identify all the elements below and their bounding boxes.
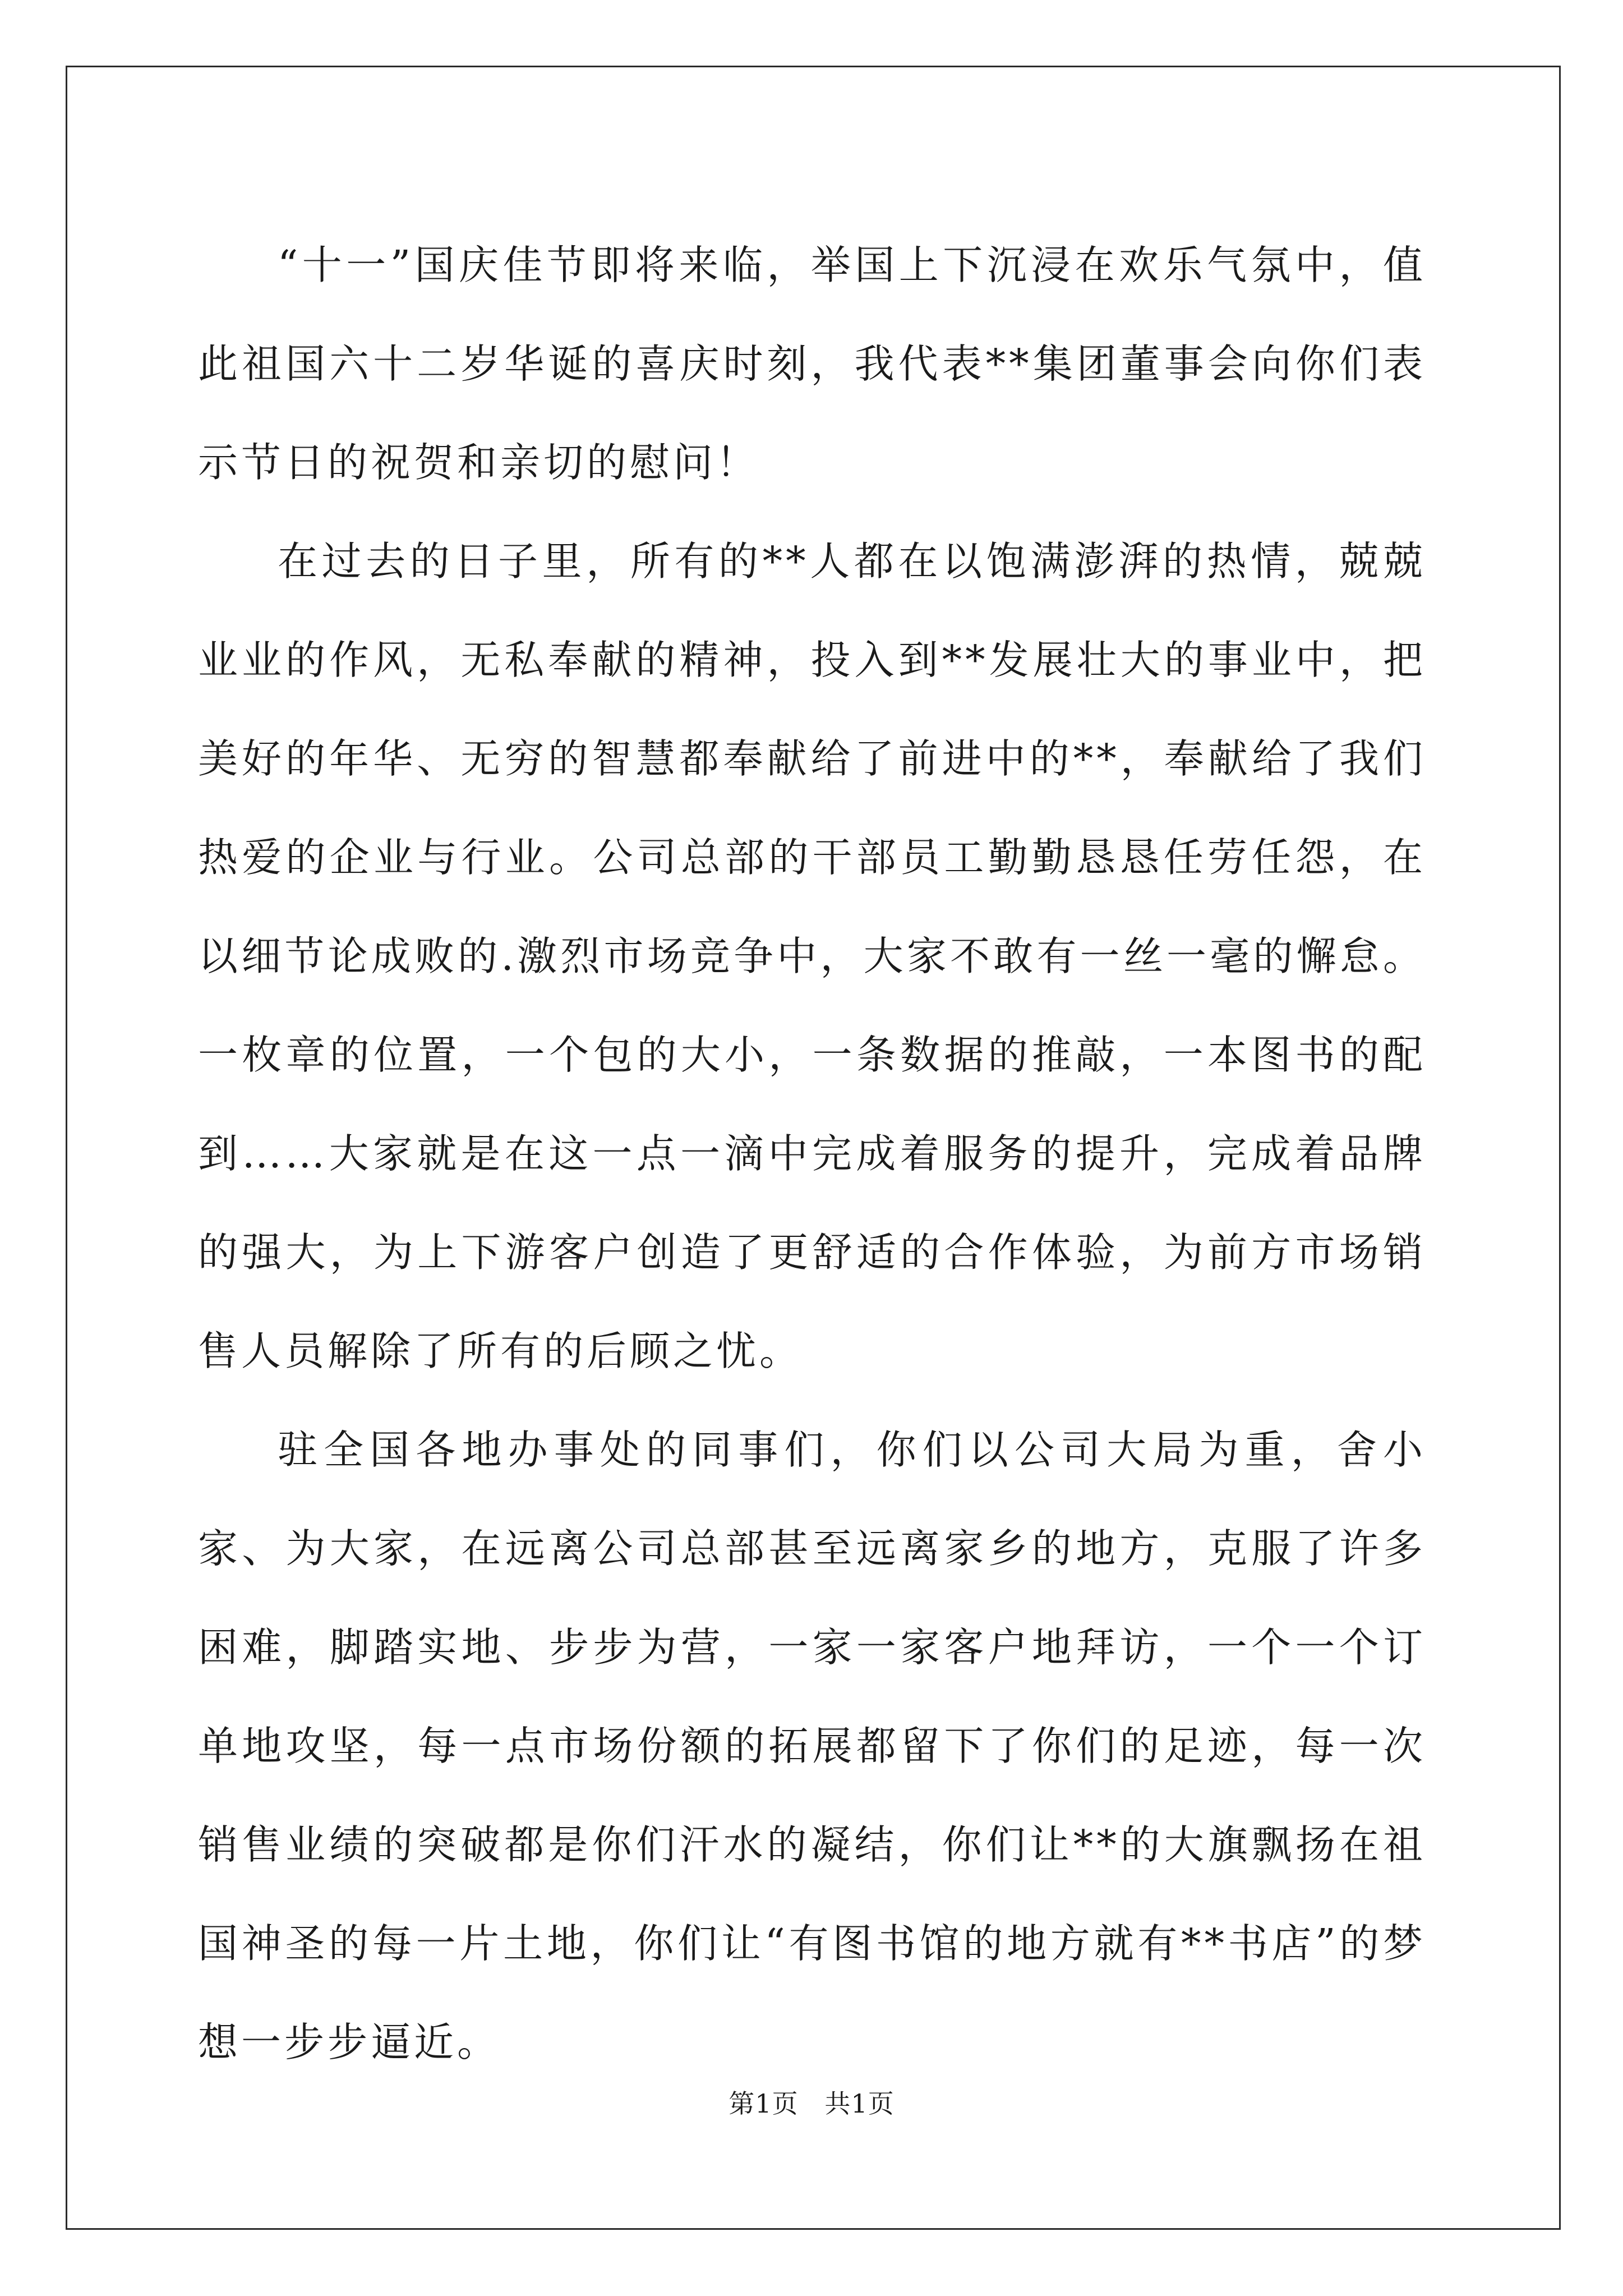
paragraph-1: “十一”国庆佳节即将来临，举国上下沉浸在欢乐气氛中，值此祖国六十二岁华诞的喜庆时刻，我代表**集团董事会向你们表示节日的祝贺和亲切的慰问！ bbox=[198, 242, 1426, 486]
page-footer: 第1页 共1页 bbox=[728, 2088, 895, 2119]
document-body bbox=[198, 216, 1426, 2092]
paragraph-3: 驻全国各地办事处的同事们，你们以公司大局为重，舍小家、为大家，在远离公司总部甚至远离家乡的地方，克服了许多困难，脚踏实地、步步为营，一家一家客户地拜访，一个一个订单地攻坚，每一点市场份额的拓展都留下了你们的足迹，每一次销售业绩的突破都是你们汗水的凝结，你们让**的大旗飘扬在祖国神圣的每一片土地，你们让“有图书馆的地方就有**书店”的梦想一步步逼近。 bbox=[198, 1427, 1426, 2065]
paragraph-2: 在过去的日子里，所有的**人都在以饱满澎湃的热情，兢兢业业的作风，无私奉献的精神，投入到**发展壮大的事业中，把美好的年华、无穷的智慧都奉献给了前进中的**，奉献给了我们热爱的企业与行业。公司总部的干部员工勤勤恳恳任劳任怨，在以细节论成败的.激烈市场竞争中，大家不敢有一丝一毫的懈怠。一枚章的位置，一个包的大小，一条数据的推敲，一本图书的配到……大家就是在这一点一滴中完成着服务的提升，完成着品牌的强大，为上下游客户创造了更舒适的合作体验，为前方市场销售人员解除了所有的后顾之忧。 bbox=[198, 538, 1426, 1374]
